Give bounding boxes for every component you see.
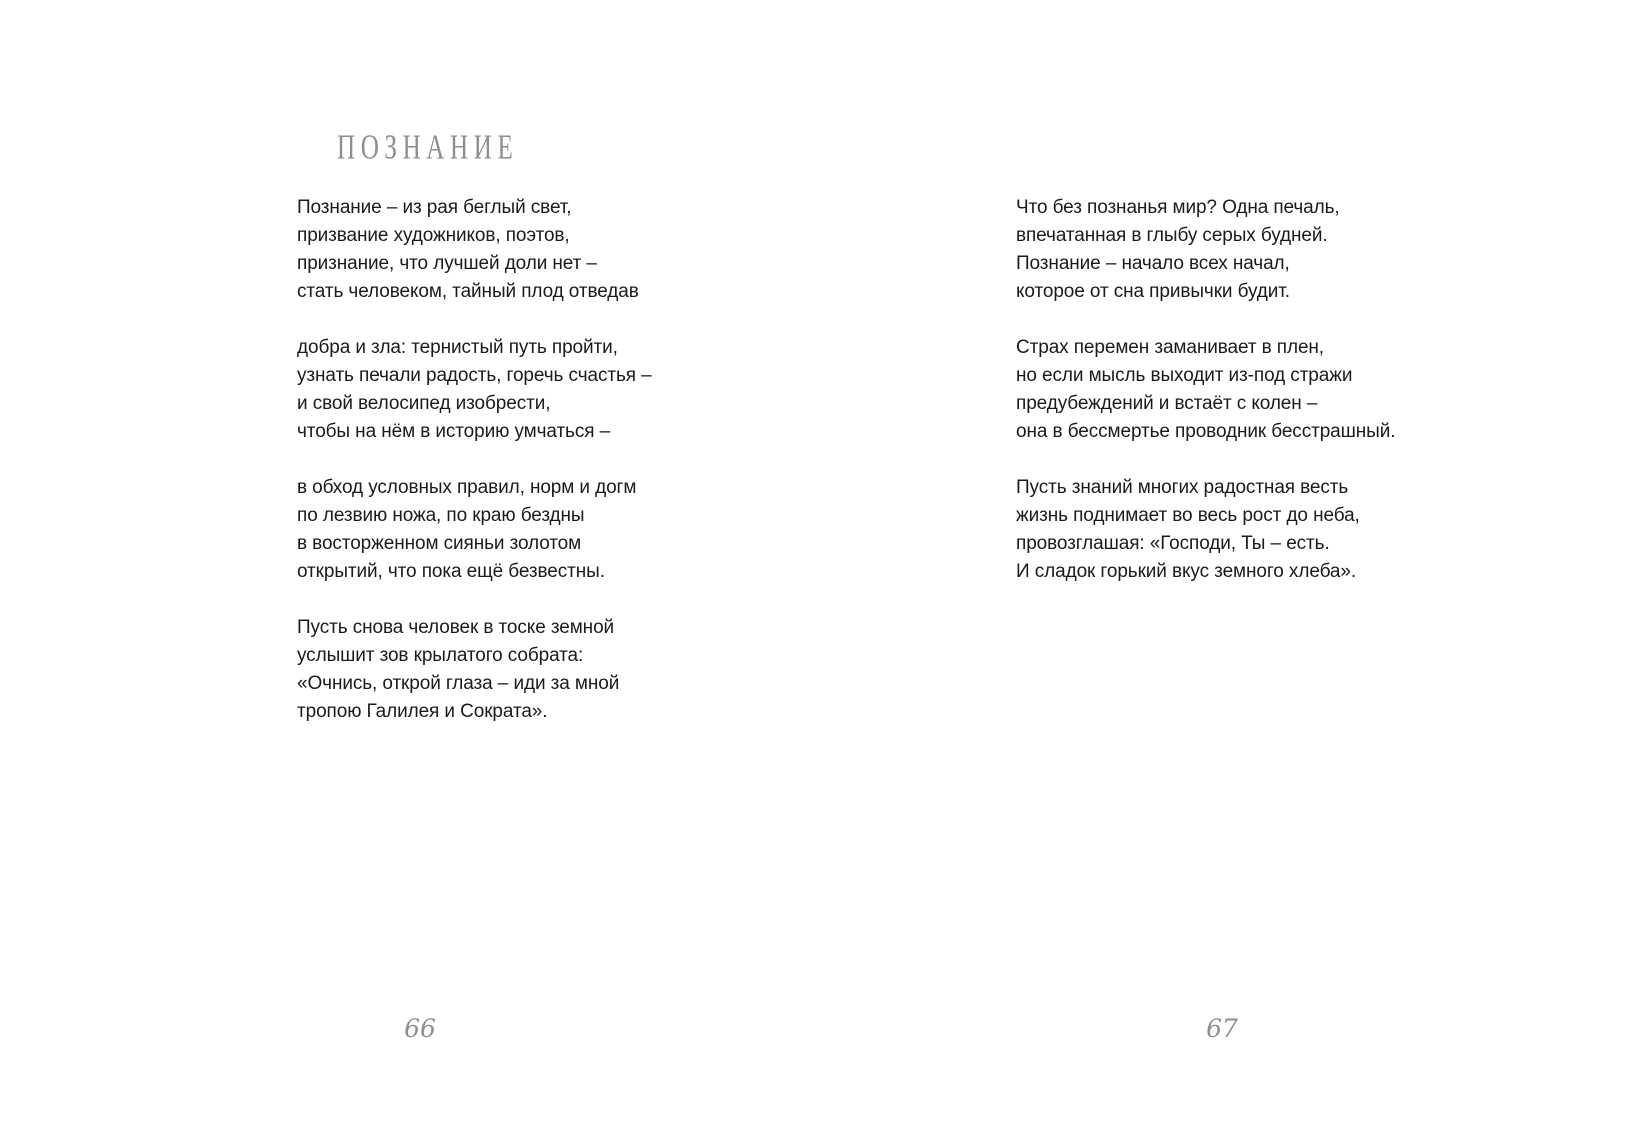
- poem-line: призвание художников, поэтов,: [297, 225, 570, 246]
- page-number-left: 66: [404, 1014, 436, 1043]
- poem-line: стать человеком, тайный плод отведав: [297, 281, 639, 302]
- poem-stanza: [1016, 334, 1395, 446]
- poem-text-left-page: [297, 194, 652, 754]
- poem-line: услышит зов крылатого собрата:: [297, 645, 584, 666]
- poem-stanza: [297, 334, 652, 446]
- poem-text-right-page: [1016, 194, 1395, 614]
- poem-line: предубеждений и встаёт с колен –: [1016, 393, 1318, 414]
- poem-line: Страх перемен заманивает в плен,: [1016, 337, 1324, 358]
- poem-stanza: [297, 194, 652, 306]
- poem-line: тропою Галилея и Сократа».: [297, 701, 548, 722]
- poem-stanza: [297, 474, 652, 586]
- poem-line: узнать печали радость, горечь счастья –: [297, 365, 652, 386]
- poem-line: Познание – из рая беглый свет,: [297, 197, 572, 218]
- poem-line: в восторженном сияньи золотом: [297, 533, 582, 554]
- poem-line: Познание – начало всех начал,: [1016, 253, 1290, 274]
- poem-line: И сладок горький вкус земного хлеба».: [1016, 561, 1357, 582]
- poem-line: провозглашая: «Господи, Ты – есть.: [1016, 533, 1330, 554]
- page-number-right: 67: [1206, 1014, 1238, 1043]
- poem-stanza: [1016, 474, 1395, 586]
- poem-line: добра и зла: тернистый путь пройти,: [297, 337, 618, 358]
- poem-line: Пусть снова человек в тоске земной: [297, 617, 615, 638]
- poem-title: ПОЗНАНИЕ: [337, 128, 519, 167]
- poem-line: она в бессмертье проводник бесстрашный.: [1016, 421, 1396, 442]
- poem-line: в обход условных правил, норм и догм: [297, 477, 637, 498]
- poem-line: «Очнись, открой глаза – иди за мной: [297, 673, 620, 694]
- poem-line: по лезвию ножа, по краю бездны: [297, 505, 585, 526]
- poem-line: открытий, что пока ещё безвестны.: [297, 561, 605, 582]
- poem-line: Пусть знаний многих радостная весть: [1016, 477, 1349, 498]
- poem-stanza: [1016, 194, 1395, 306]
- poem-line: жизнь поднимает во весь рост до неба,: [1016, 505, 1360, 526]
- poem-line: впечатанная в глыбу серых будней.: [1016, 225, 1328, 246]
- poem-line: и свой велосипед изобрести,: [297, 393, 551, 414]
- poem-line: признание, что лучшей доли нет –: [297, 253, 597, 274]
- poem-line: чтобы на нём в историю умчаться –: [297, 421, 611, 442]
- poem-line: но если мысль выходит из-под стражи: [1016, 365, 1353, 386]
- poem-line: которое от сна привычки будит.: [1016, 281, 1290, 302]
- poem-line: Что без познанья мир? Одна печаль,: [1016, 197, 1340, 218]
- poem-stanza: [297, 614, 652, 726]
